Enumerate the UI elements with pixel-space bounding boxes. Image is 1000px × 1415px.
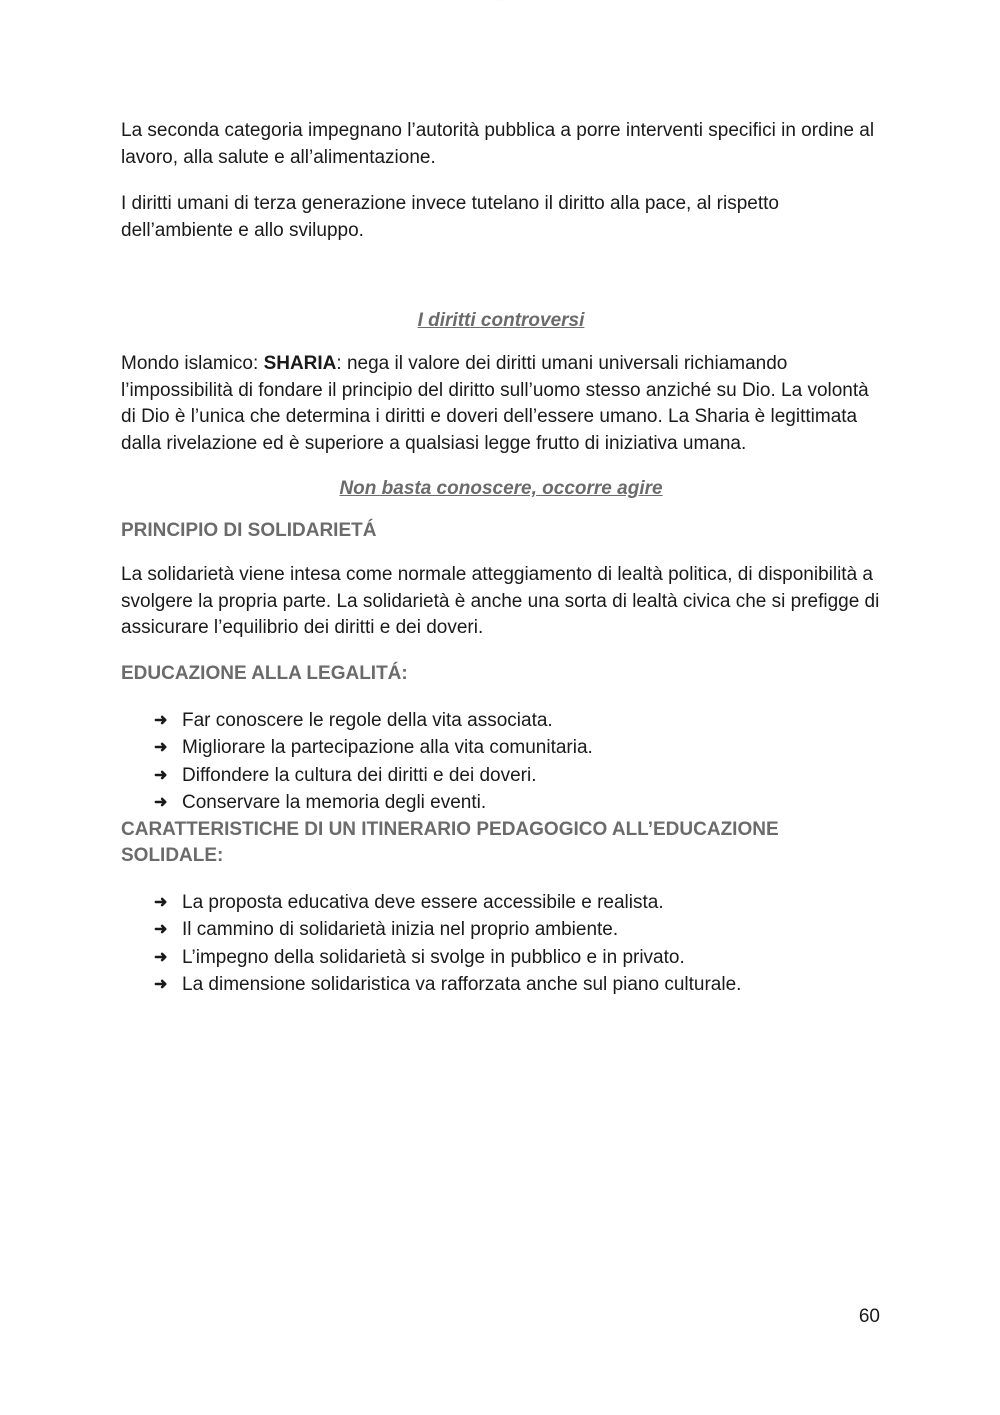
sharia-description: : nega il valore dei diritti umani universali richiamando l’impossibilità di fondare il principio del diritto sull’uomo stesso anziché su Dio. La volontà di Dio è l’unica che determina i diritti e doveri dell’essere umano. La Sharia è legittimata dalla rivelazione ed è superiore a qualsiasi legge frutto di iniziativa umana. [121,353,869,454]
list-item-text: Conservare la memoria degli eventi. [182,792,487,813]
header-mark: · · · · · [497,0,503,2]
list-item-text: Diffondere la cultura dei diritti e dei doveri. [182,764,537,786]
list-item [154,762,881,790]
list-item-text: La dimensione solidaristica va rafforzata anche sul piano culturale. [182,974,742,995]
arrow-right-icon: ➜ [154,739,168,756]
list-item [154,944,881,972]
list-item [154,971,881,999]
arrow-right-icon: ➜ [154,948,168,966]
list-item [154,789,881,817]
heading-principio-solidarieta: PRINCIPIO DI SOLIDARIETÁ [121,520,377,541]
arrow-right-icon: ➜ [154,921,168,938]
sharia-prefix: Mondo islamico: [121,353,264,374]
list-item-text: L’impegno della solidarietà si svolge in pubblico e in privato. [182,946,685,968]
legalita-list [121,707,881,817]
arrow-right-icon: ➜ [154,976,168,993]
list-item [154,734,881,762]
list-item [154,707,881,735]
heading-educazione-legalita: EDUCAZIONE ALLA LEGALITÁ: [121,662,408,684]
section-title-diritti-controversi: I diritti controversi [417,310,585,331]
section-title-non-basta-conoscere: Non basta conoscere, occorre agire [339,478,663,499]
list-item-text: La proposta educativa deve essere accessibile e realista. [182,891,664,913]
sharia-term: SHARIA [263,353,337,374]
page-number: 60 [858,1306,880,1327]
arrow-right-icon: ➜ [154,893,168,911]
arrow-right-icon: ➜ [154,794,168,811]
itinerario-list [121,889,881,999]
page-content [121,118,881,999]
heading-itinerario-pedagogico: CARATTERISTICHE DI UN ITINERARIO PEDAGOGICO ALL’EDUCAZIONE SOLIDALE: [121,818,779,866]
list-item [154,916,881,944]
paragraph-seconda-categoria: La seconda categoria impegnano l’autorità pubblica a porre interventi specifici in ordine al lavoro, alla salute e all’alimentazione. [121,120,875,168]
paragraph-sharia [121,351,881,457]
list-item [154,889,881,917]
list-item-text: Migliorare la partecipazione alla vita comunitaria. [182,737,593,758]
list-item-text: Far conoscere le regole della vita associata. [182,709,553,731]
list-item-text: Il cammino di solidarietà inizia nel proprio ambiente. [182,919,619,940]
paragraph-solidarieta: La solidarietà viene intesa come normale atteggiamento di lealtà politica, di disponibilità a svolgere la propria parte. La solidarietà è anche una sorta di lealtà civica che si prefigge di assicurare l’equilibrio dei diritti e dei doveri. [121,564,880,638]
arrow-right-icon: ➜ [154,711,168,729]
paragraph-terza-generazione: I diritti umani di terza generazione invece tutelano il diritto alla pace, al rispetto dell’ambiente e allo sviluppo. [121,193,779,241]
arrow-right-icon: ➜ [154,766,168,784]
